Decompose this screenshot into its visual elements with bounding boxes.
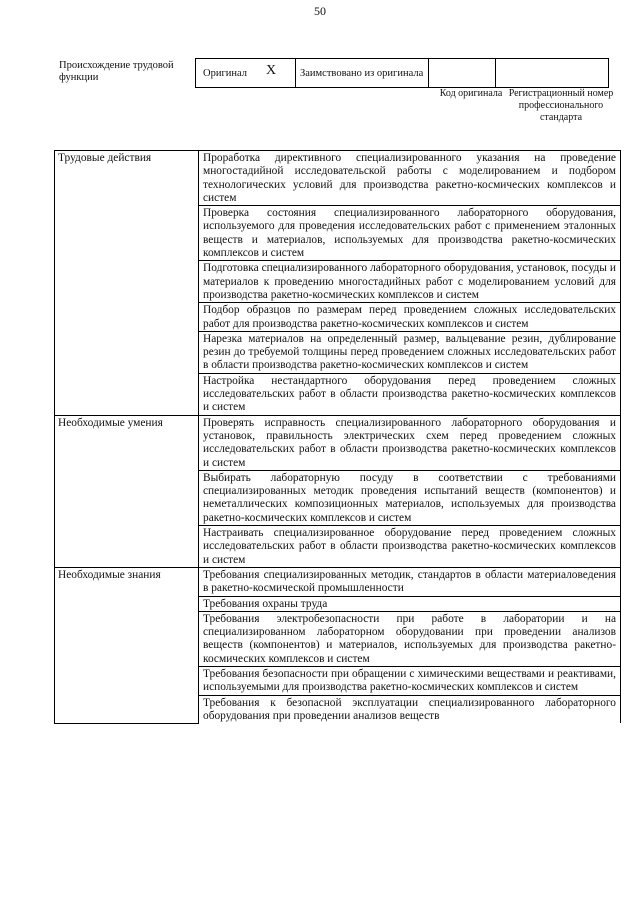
registration-number-cell	[496, 59, 609, 88]
section-item: Требования безопасности при обращении с химическими веществами и реактивами, используемыми для производства ракетно-космических комплексов и систем	[199, 666, 621, 695]
section-item: Проверять исправность специализированного лабораторного оборудования и установок, правильность электрических схем перед проведением сложных исследовательских работ в области производства ракетно-космических комплексов и систем	[199, 415, 621, 470]
registration-note: Регистрационный номер профессионального стандарта	[508, 88, 614, 123]
table-row	[55, 151, 621, 206]
page-number: 50	[314, 4, 326, 18]
section-item: Требования охраны труда	[199, 596, 621, 611]
section-item: Настраивать специализированное оборудование перед проведением сложных исследовательских работ в области производства ракетно-космических комплексов и систем	[199, 526, 621, 568]
section-item: Требования к безопасной эксплуатации специализированного лабораторного оборудования при проведении анализов веществ	[199, 695, 621, 723]
borrowed-label: Заимствовано из оригинала	[296, 59, 429, 88]
original-cell	[196, 59, 296, 88]
function-table	[54, 150, 621, 724]
section-item: Требования специализированных методик, стандартов в области материаловедения в ракетно-космической промышленности	[199, 567, 621, 596]
section-item: Проверка состояния специализированного лабораторного оборудования, используемого для проведения исследовательских работ с применением эталонных веществ и материалов, используемых для производства ракетно-космических комплексов и систем	[199, 206, 621, 261]
origin-label: Происхождение трудовой функции	[59, 60, 174, 83]
original-mark: X	[266, 63, 277, 78]
table-row	[55, 567, 621, 596]
section-item: Требования электробезопасности при работе в лаборатории и на специализированном лабораторном оборудовании при проведении анализов веществ (компонентов) и материалов, используемых для производства ракетно-космических комплексов и систем	[199, 611, 621, 666]
section-category: Трудовые действия	[55, 151, 199, 416]
original-code-cell	[429, 59, 496, 88]
section-item: Настройка нестандартного оборудования перед проведением сложных исследовательских работ в области производства ракетно-космических комплексов и систем	[199, 373, 621, 415]
section-item: Нарезка материалов на определенный размер, вальцевание резин, дублирование резин до требуемой толщины перед проведением сложных исследовательских работ в области производства ракетно-космических комплексов и систем	[199, 331, 621, 373]
section-item: Проработка директивного специализированного указания на проведение многостадийной исследовательской работы с моделированием и подбором технологических условий для производства ракетно-космических комплексов и систем	[199, 151, 621, 206]
section-item: Выбирать лабораторную посуду в соответствии с требованиями специализированных методик проведения испытаний веществ (компонентов) и неметаллических композиционных материалов, используемых для производства ракетно-космических комплексов и систем	[199, 470, 621, 525]
section-item: Подготовка специализированного лабораторного оборудования, установок, посуды и материалов к проведению многостадийных работ с моделированием условий для производства ракетно-космических комплексов и систем	[199, 261, 621, 303]
original-label: Оригинал	[203, 68, 247, 79]
table-row	[55, 415, 621, 470]
section-category: Необходимые знания	[55, 567, 199, 723]
code-note: Код оригинала	[439, 88, 503, 99]
origin-table	[195, 58, 609, 88]
section-category: Необходимые умения	[55, 415, 199, 567]
section-item: Подбор образцов по размерам перед проведением сложных исследовательских работ для производства ракетно-космических комплексов и систем	[199, 303, 621, 332]
